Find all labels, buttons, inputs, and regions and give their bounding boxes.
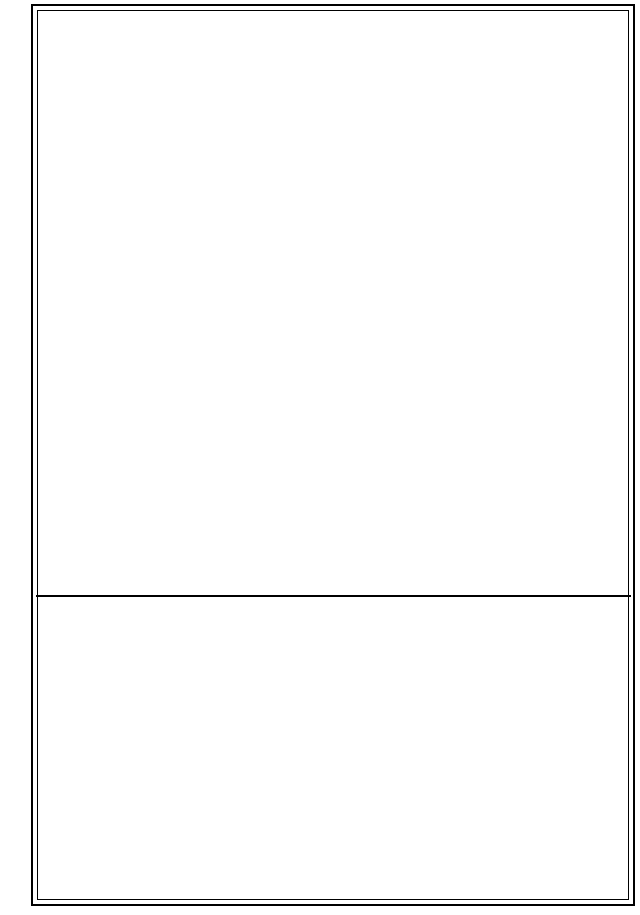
section-divider: [36, 595, 631, 597]
bottom-text-pane: [38, 602, 628, 900]
top-text-pane: [38, 9, 628, 591]
